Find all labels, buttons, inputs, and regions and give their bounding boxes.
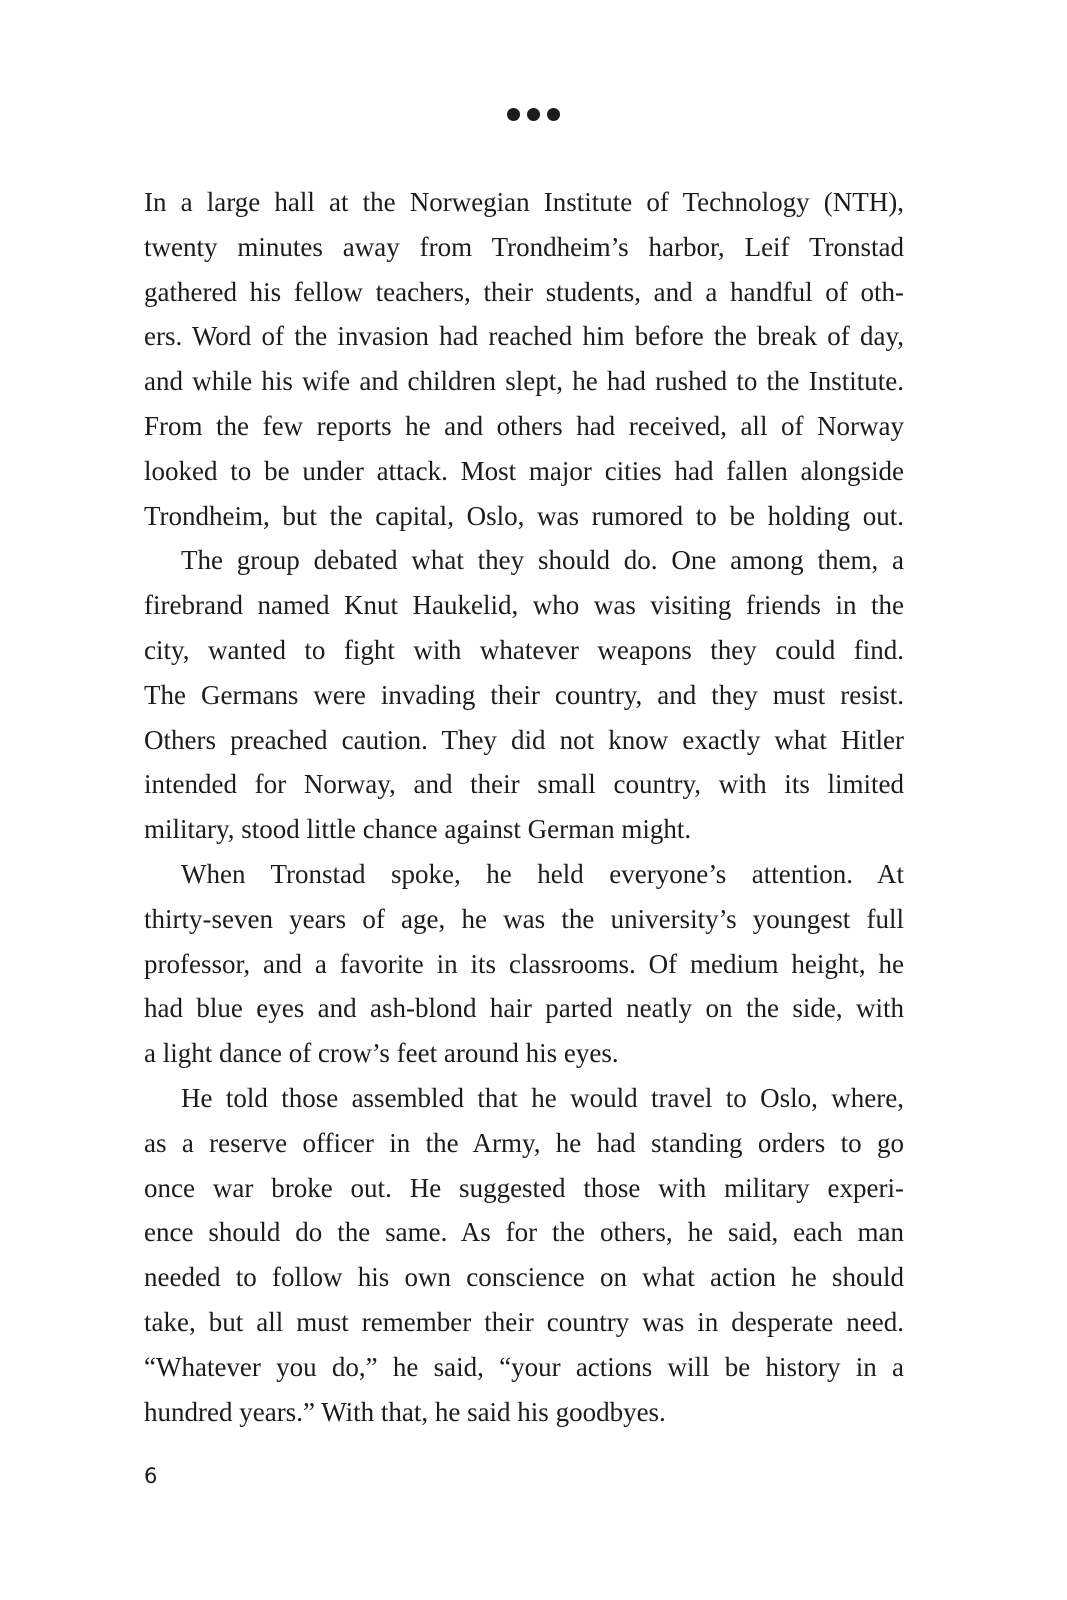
text-line: had blue eyes and ash-blond hair parted neatly on the side, with (144, 993, 904, 1024)
text-line: Others preached caution. They did not know exactly what Hitler (144, 724, 904, 755)
text-line: firebrand named Knut Haukelid, who was visiting friends in the (144, 590, 904, 621)
body-text (144, 180, 904, 1434)
text-line: needed to follow his own conscience on what action he should (144, 1262, 904, 1293)
text-line: “Whatever you do,” he said, “your actions will be history in a (144, 1351, 904, 1382)
text-line: From the few reports he and others had received, all of Norway (144, 410, 904, 441)
text-line: hundred years.” With that, he said his goodbyes. (144, 1396, 666, 1427)
ornament-dot (507, 108, 520, 121)
text-line: The Germans were invading their country, and they must resist. (144, 679, 904, 710)
text-line: When Tronstad spoke, he held everyone’s attention. At (181, 858, 904, 889)
text-line: once war broke out. He suggested those with military experi- (144, 1172, 904, 1203)
text-line: and while his wife and children slept, he had rushed to the Institute. (144, 366, 904, 397)
text-line: professor, and a favorite in its classrooms. Of medium height, he (144, 948, 904, 979)
text-line: intended for Norway, and their small country, with its limited (144, 769, 904, 800)
page-number: 6 (144, 1464, 158, 1488)
text-line: He told those assembled that he would travel to Oslo, where, (181, 1082, 904, 1113)
text-line: military, stood little chance against German might. (144, 814, 692, 845)
text-line: In a large hall at the Norwegian Institute of Technology (NTH), (144, 187, 904, 217)
text-line: ers. Word of the invasion had reached him before the break of day, (144, 321, 904, 352)
text-line: a light dance of crow’s feet around his eyes. (144, 1038, 619, 1069)
text-line: twenty minutes away from Trondheim’s harbor, Leif Tronstad (144, 231, 904, 262)
text-line: looked to be under attack. Most major cities had fallen alongside (144, 455, 904, 486)
ornament-dot (547, 108, 560, 121)
text-line: The group debated what they should do. One among them, a (181, 545, 904, 576)
text-line: as a reserve officer in the Army, he had standing orders to go (144, 1127, 904, 1158)
text-line: gathered his fellow teachers, their students, and a handful of oth- (144, 276, 904, 307)
text-line: city, wanted to fight with whatever weapons they could find. (144, 634, 904, 665)
text-line: take, but all must remember their country was in desperate need. (144, 1306, 904, 1337)
ornament-dot (527, 108, 540, 121)
text-line: Trondheim, but the capital, Oslo, was rumored to be holding out. (144, 500, 904, 531)
text-line: thirty-seven years of age, he was the university’s youngest full (144, 903, 904, 934)
section-break-ornament (0, 108, 1067, 121)
text-line: ence should do the same. As for the others, he said, each man (144, 1217, 904, 1248)
